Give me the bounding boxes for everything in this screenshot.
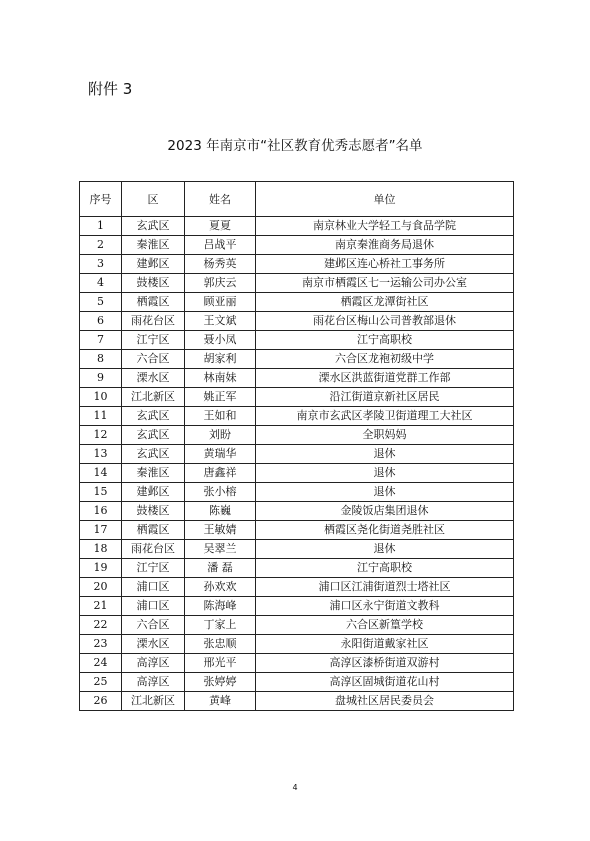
cell-index: 10 — [80, 388, 122, 407]
cell-name: 杨秀英 — [185, 255, 256, 274]
cell-name: 张忠顺 — [185, 635, 256, 654]
cell-index: 1 — [80, 217, 122, 236]
cell-organization: 建邺区连心桥社工事务所 — [256, 255, 514, 274]
table-row — [80, 274, 514, 293]
cell-district: 江北新区 — [122, 692, 185, 711]
cell-name: 顾亚丽 — [185, 293, 256, 312]
cell-district: 玄武区 — [122, 445, 185, 464]
table-row — [80, 559, 514, 578]
cell-name: 陈巍 — [185, 502, 256, 521]
cell-name: 王文斌 — [185, 312, 256, 331]
cell-district: 栖霞区 — [122, 521, 185, 540]
cell-index: 7 — [80, 331, 122, 350]
cell-name: 潘 磊 — [185, 559, 256, 578]
cell-district: 浦口区 — [122, 578, 185, 597]
cell-index: 25 — [80, 673, 122, 692]
table-row — [80, 578, 514, 597]
cell-district: 玄武区 — [122, 217, 185, 236]
cell-district: 高淳区 — [122, 673, 185, 692]
table-row — [80, 616, 514, 635]
cell-district: 雨花台区 — [122, 540, 185, 559]
cell-organization: 江宁高职校 — [256, 331, 514, 350]
table-row — [80, 255, 514, 274]
table-row — [80, 540, 514, 559]
cell-name: 王如和 — [185, 407, 256, 426]
cell-index: 21 — [80, 597, 122, 616]
table-row — [80, 521, 514, 540]
document-title: 2023 年南京市“社区教育优秀志愿者”名单 — [167, 138, 423, 154]
table-row — [80, 369, 514, 388]
cell-district: 建邺区 — [122, 255, 185, 274]
cell-district: 秦淮区 — [122, 236, 185, 255]
cell-organization: 雨花台区梅山公司普教部退休 — [256, 312, 514, 331]
cell-organization: 退休 — [256, 445, 514, 464]
cell-organization: 南京秦淮商务局退休 — [256, 236, 514, 255]
cell-name: 黄瑞华 — [185, 445, 256, 464]
cell-index: 8 — [80, 350, 122, 369]
cell-index: 15 — [80, 483, 122, 502]
cell-organization: 浦口区江浦街道烈士塔社区 — [256, 578, 514, 597]
cell-name: 姚正军 — [185, 388, 256, 407]
table-row — [80, 464, 514, 483]
table-row — [80, 483, 514, 502]
cell-name: 吴翠兰 — [185, 540, 256, 559]
cell-organization: 溧水区洪蓝街道党群工作部 — [256, 369, 514, 388]
cell-organization: 全职妈妈 — [256, 426, 514, 445]
cell-organization: 栖霞区尧化街道尧胜社区 — [256, 521, 514, 540]
cell-organization: 退休 — [256, 464, 514, 483]
table-row — [80, 293, 514, 312]
cell-index: 20 — [80, 578, 122, 597]
cell-index: 11 — [80, 407, 122, 426]
volunteer-table — [79, 181, 514, 711]
cell-index: 5 — [80, 293, 122, 312]
cell-index: 12 — [80, 426, 122, 445]
cell-district: 六合区 — [122, 616, 185, 635]
cell-district: 溧水区 — [122, 635, 185, 654]
cell-index: 17 — [80, 521, 122, 540]
cell-organization: 盘城社区居民委员会 — [256, 692, 514, 711]
cell-name: 聂小凤 — [185, 331, 256, 350]
cell-index: 26 — [80, 692, 122, 711]
cell-index: 22 — [80, 616, 122, 635]
cell-organization: 南京市玄武区孝陵卫街道理工大社区 — [256, 407, 514, 426]
cell-name: 张小榕 — [185, 483, 256, 502]
table-row — [80, 654, 514, 673]
cell-district: 溧水区 — [122, 369, 185, 388]
cell-organization: 沿江街道京新社区居民 — [256, 388, 514, 407]
cell-name: 陈海峰 — [185, 597, 256, 616]
cell-district: 秦淮区 — [122, 464, 185, 483]
table-row — [80, 597, 514, 616]
cell-district: 江北新区 — [122, 388, 185, 407]
cell-district: 江宁区 — [122, 559, 185, 578]
cell-index: 16 — [80, 502, 122, 521]
table-row — [80, 635, 514, 654]
header-organization: 单位 — [256, 182, 514, 217]
cell-organization: 浦口区永宁街道文教科 — [256, 597, 514, 616]
cell-organization: 金陵饭店集团退休 — [256, 502, 514, 521]
table-row — [80, 388, 514, 407]
header-index: 序号 — [80, 182, 122, 217]
cell-district: 雨花台区 — [122, 312, 185, 331]
cell-name: 刘盼 — [185, 426, 256, 445]
cell-name: 唐鑫祥 — [185, 464, 256, 483]
cell-organization: 退休 — [256, 540, 514, 559]
cell-district: 江宁区 — [122, 331, 185, 350]
table-row — [80, 445, 514, 464]
cell-organization: 江宁高职校 — [256, 559, 514, 578]
cell-organization: 栖霞区龙潭街社区 — [256, 293, 514, 312]
cell-organization: 六合区新篁学校 — [256, 616, 514, 635]
cell-index: 13 — [80, 445, 122, 464]
cell-district: 浦口区 — [122, 597, 185, 616]
table-row — [80, 217, 514, 236]
cell-index: 23 — [80, 635, 122, 654]
cell-name: 夏夏 — [185, 217, 256, 236]
table-row — [80, 407, 514, 426]
table-row — [80, 692, 514, 711]
cell-index: 2 — [80, 236, 122, 255]
table-row — [80, 673, 514, 692]
cell-district: 建邺区 — [122, 483, 185, 502]
cell-name: 胡家利 — [185, 350, 256, 369]
cell-index: 3 — [80, 255, 122, 274]
cell-name: 吕战平 — [185, 236, 256, 255]
cell-organization: 退休 — [256, 483, 514, 502]
cell-district: 鼓楼区 — [122, 502, 185, 521]
cell-index: 14 — [80, 464, 122, 483]
cell-organization: 高淳区固城街道花山村 — [256, 673, 514, 692]
cell-index: 18 — [80, 540, 122, 559]
table-row — [80, 236, 514, 255]
cell-index: 4 — [80, 274, 122, 293]
cell-organization: 南京市栖霞区七一运输公司办公室 — [256, 274, 514, 293]
cell-district: 栖霞区 — [122, 293, 185, 312]
cell-district: 高淳区 — [122, 654, 185, 673]
cell-organization: 永阳街道戴家社区 — [256, 635, 514, 654]
cell-district: 六合区 — [122, 350, 185, 369]
attachment-label: 附件 3 — [88, 80, 133, 98]
table-row — [80, 502, 514, 521]
table-row — [80, 312, 514, 331]
cell-district: 玄武区 — [122, 407, 185, 426]
cell-name: 郭庆云 — [185, 274, 256, 293]
page-number: 4 — [292, 783, 298, 792]
cell-organization: 南京林业大学轻工与食品学院 — [256, 217, 514, 236]
cell-name: 孙欢欢 — [185, 578, 256, 597]
table-header-row — [80, 182, 514, 217]
table-row — [80, 426, 514, 445]
cell-name: 邢光平 — [185, 654, 256, 673]
header-name: 姓名 — [185, 182, 256, 217]
table-body — [80, 217, 514, 711]
cell-district: 鼓楼区 — [122, 274, 185, 293]
cell-name: 张婷婷 — [185, 673, 256, 692]
table-row — [80, 350, 514, 369]
cell-organization: 六合区龙袍初级中学 — [256, 350, 514, 369]
cell-name: 林南妹 — [185, 369, 256, 388]
cell-index: 19 — [80, 559, 122, 578]
cell-index: 6 — [80, 312, 122, 331]
cell-organization: 高淳区漆桥街道双游村 — [256, 654, 514, 673]
cell-name: 王敏婧 — [185, 521, 256, 540]
table-row — [80, 331, 514, 350]
cell-name: 黄峰 — [185, 692, 256, 711]
cell-index: 24 — [80, 654, 122, 673]
cell-district: 玄武区 — [122, 426, 185, 445]
header-district: 区 — [122, 182, 185, 217]
cell-index: 9 — [80, 369, 122, 388]
cell-name: 丁家上 — [185, 616, 256, 635]
